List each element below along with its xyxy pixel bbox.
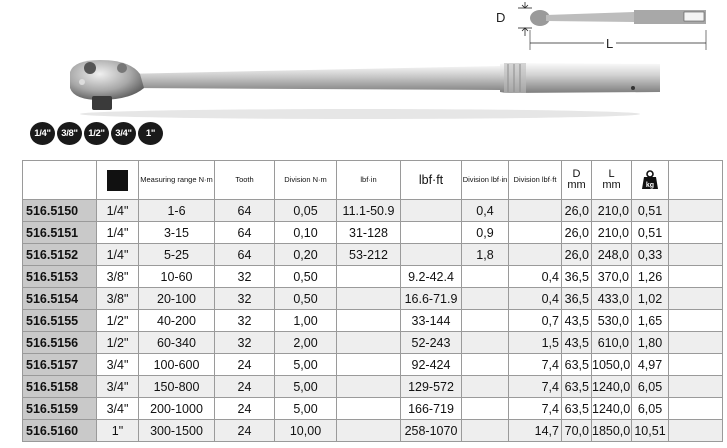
cell-lbf-ft [401,222,462,244]
cell-range: 300-1500 [139,420,215,442]
cell-article: 516.5153 [23,266,97,288]
cell-spacer [669,332,723,354]
cell-article: 516.5160 [23,420,97,442]
table-row [23,310,723,332]
cell-division-nm: 0,50 [275,266,337,288]
cell-article: 516.5159 [23,398,97,420]
cell-article: 516.5150 [23,200,97,222]
header-tooth: Tooth [215,161,275,200]
cell-l: 370,0 [592,266,632,288]
cell-drive: 1/4" [97,200,139,222]
cell-range: 20-100 [139,288,215,310]
cell-weight: 0,51 [632,200,669,222]
table-row [23,420,723,442]
header-d-label: D [572,168,581,180]
cell-tooth: 32 [215,310,275,332]
cell-tooth: 24 [215,354,275,376]
cell-drive: 3/8" [97,288,139,310]
table-row [23,376,723,398]
cell-d: 63,5 [562,376,592,398]
header-lbf-in: lbf·in [337,161,401,200]
cell-range: 200-1000 [139,398,215,420]
cell-division-lbfft [509,200,562,222]
cell-range: 3-15 [139,222,215,244]
diagram-l-label: L [606,36,614,51]
cell-division-lbfin [462,332,509,354]
cell-division-lbfin: 0,4 [462,200,509,222]
torque-wrench-image [60,52,660,122]
cell-l: 610,0 [592,332,632,354]
cell-drive: 1/2" [97,332,139,354]
cell-lbf-in [337,310,401,332]
cell-drive: 3/8" [97,266,139,288]
cell-tooth: 64 [215,222,275,244]
dimension-diagram [484,0,724,52]
cell-division-nm: 1,00 [275,310,337,332]
cell-spacer [669,398,723,420]
cell-division-lbfft: 0,4 [509,288,562,310]
cell-tooth: 32 [215,266,275,288]
cell-lbf-in [337,376,401,398]
cell-division-lbfin [462,376,509,398]
cell-weight: 6,05 [632,398,669,420]
cell-spacer [669,200,723,222]
cell-d: 36,5 [562,288,592,310]
cell-drive: 1/4" [97,244,139,266]
cell-weight: 0,33 [632,244,669,266]
cell-l: 433,0 [592,288,632,310]
header-lbf-ft: lbf·ft [401,161,462,200]
cell-d: 43,5 [562,332,592,354]
header-weight [632,161,669,200]
cell-lbf-ft: 166-719 [401,398,462,420]
cell-lbf-ft: 52-243 [401,332,462,354]
cell-drive: 3/4" [97,398,139,420]
cell-lbf-ft: 33-144 [401,310,462,332]
drive-badge: 3/8" [57,122,82,145]
cell-spacer [669,354,723,376]
cell-lbf-in [337,420,401,442]
header-d-unit: mm [567,179,586,191]
cell-division-lbfin [462,398,509,420]
cell-division-lbfin [462,266,509,288]
cell-l: 210,0 [592,200,632,222]
table-row [23,244,723,266]
drive-badge: 1/4" [30,122,55,145]
cell-d: 26,0 [562,200,592,222]
cell-article: 516.5152 [23,244,97,266]
cell-lbf-ft: 16.6-71.9 [401,288,462,310]
cell-division-lbfin [462,420,509,442]
cell-division-lbfin: 1,8 [462,244,509,266]
header-l [592,161,632,200]
cell-article: 516.5155 [23,310,97,332]
header-l-label: L [608,168,615,180]
cell-division-lbfft: 0,4 [509,266,562,288]
cell-range: 40-200 [139,310,215,332]
cell-lbf-in [337,288,401,310]
cell-l: 530,0 [592,310,632,332]
table-row [23,398,723,420]
header-l-unit: mm [602,179,621,191]
cell-division-lbfin [462,288,509,310]
cell-division-lbfft [509,244,562,266]
cell-tooth: 24 [215,420,275,442]
cell-tooth: 24 [215,398,275,420]
cell-l: 210,0 [592,222,632,244]
cell-spacer [669,310,723,332]
cell-lbf-ft [401,200,462,222]
cell-division-lbfft: 7,4 [509,354,562,376]
header-spacer [669,161,723,200]
header-measuring-range: Measuring range N·m [139,161,215,200]
cell-tooth: 64 [215,200,275,222]
drive-badge: 3/4" [111,122,136,145]
cell-range: 60-340 [139,332,215,354]
table-row [23,222,723,244]
cell-tooth: 64 [215,244,275,266]
cell-division-nm: 5,00 [275,398,337,420]
cell-spacer [669,244,723,266]
cell-division-lbfin [462,354,509,376]
cell-spacer [669,266,723,288]
cell-division-lbfft: 1,5 [509,332,562,354]
cell-l: 248,0 [592,244,632,266]
cell-drive: 1/4" [97,222,139,244]
cell-lbf-in: 53-212 [337,244,401,266]
cell-spacer [669,288,723,310]
cell-weight: 1,65 [632,310,669,332]
cell-division-nm: 5,00 [275,354,337,376]
cell-article: 516.5158 [23,376,97,398]
cell-lbf-in [337,354,401,376]
cell-division-lbfin: 0,9 [462,222,509,244]
drive-badge: 1" [138,122,163,145]
cell-division-nm: 10,00 [275,420,337,442]
cell-division-lbfft: 7,4 [509,376,562,398]
cell-weight: 10,51 [632,420,669,442]
cell-weight: 0,51 [632,222,669,244]
cell-division-nm: 0,05 [275,200,337,222]
cell-division-lbfft [509,222,562,244]
cell-weight: 4,97 [632,354,669,376]
cell-division-nm: 2,00 [275,332,337,354]
cell-division-lbfft: 0,7 [509,310,562,332]
cell-article: 516.5151 [23,222,97,244]
cell-weight: 1,26 [632,266,669,288]
cell-d: 63,5 [562,398,592,420]
drive-badge: 1/2" [84,122,109,145]
table-row [23,200,723,222]
cell-lbf-in [337,332,401,354]
table-row [23,332,723,354]
cell-d: 43,5 [562,310,592,332]
header-article [23,161,97,200]
cell-division-nm: 0,10 [275,222,337,244]
cell-spacer [669,222,723,244]
cell-lbf-ft [401,244,462,266]
cell-d: 63,5 [562,354,592,376]
cell-lbf-ft: 258-1070 [401,420,462,442]
header-d [562,161,592,200]
cell-drive: 3/4" [97,354,139,376]
cell-division-nm: 0,50 [275,288,337,310]
cell-lbf-in: 11.1-50.9 [337,200,401,222]
header-division-lbfft: Division lbf·ft [509,161,562,200]
weight-icon [641,170,659,190]
cell-tooth: 24 [215,376,275,398]
header-drive [97,161,139,200]
cell-weight: 6,05 [632,376,669,398]
cell-weight: 1,80 [632,332,669,354]
cell-spacer [669,420,723,442]
header-division-lbfin: Division lbf·in [462,161,509,200]
cell-range: 150-800 [139,376,215,398]
cell-lbf-in [337,266,401,288]
table-row [23,288,723,310]
cell-lbf-in [337,398,401,420]
cell-drive: 1/2" [97,310,139,332]
cell-lbf-ft: 92-424 [401,354,462,376]
cell-division-lbfft: 14,7 [509,420,562,442]
drive-square-icon [107,170,128,191]
cell-l: 1240,0 [592,376,632,398]
cell-range: 5-25 [139,244,215,266]
cell-article: 516.5157 [23,354,97,376]
cell-d: 70,0 [562,420,592,442]
specification-table [22,160,723,442]
weight-unit-label: kg [645,182,655,189]
cell-range: 1-6 [139,200,215,222]
cell-division-lbfft: 7,4 [509,398,562,420]
cell-lbf-ft: 129-572 [401,376,462,398]
cell-article: 516.5154 [23,288,97,310]
cell-tooth: 32 [215,288,275,310]
cell-weight: 1,02 [632,288,669,310]
table-row [23,266,723,288]
cell-division-nm: 5,00 [275,376,337,398]
cell-article: 516.5156 [23,332,97,354]
cell-lbf-in: 31-128 [337,222,401,244]
cell-lbf-ft: 9.2-42.4 [401,266,462,288]
cell-d: 26,0 [562,244,592,266]
cell-range: 100-600 [139,354,215,376]
table-header-row [23,161,723,200]
cell-drive: 1" [97,420,139,442]
header-division-nm: Division N·m [275,161,337,200]
cell-drive: 3/4" [97,376,139,398]
drive-size-badges [30,122,163,145]
cell-d: 26,0 [562,222,592,244]
table-row [23,354,723,376]
cell-tooth: 32 [215,332,275,354]
cell-l: 1240,0 [592,398,632,420]
cell-range: 10-60 [139,266,215,288]
cell-d: 36,5 [562,266,592,288]
cell-l: 1850,0 [592,420,632,442]
cell-division-lbfin [462,310,509,332]
cell-spacer [669,376,723,398]
cell-division-nm: 0,20 [275,244,337,266]
diagram-d-label: D [496,10,506,25]
cell-l: 1050,0 [592,354,632,376]
